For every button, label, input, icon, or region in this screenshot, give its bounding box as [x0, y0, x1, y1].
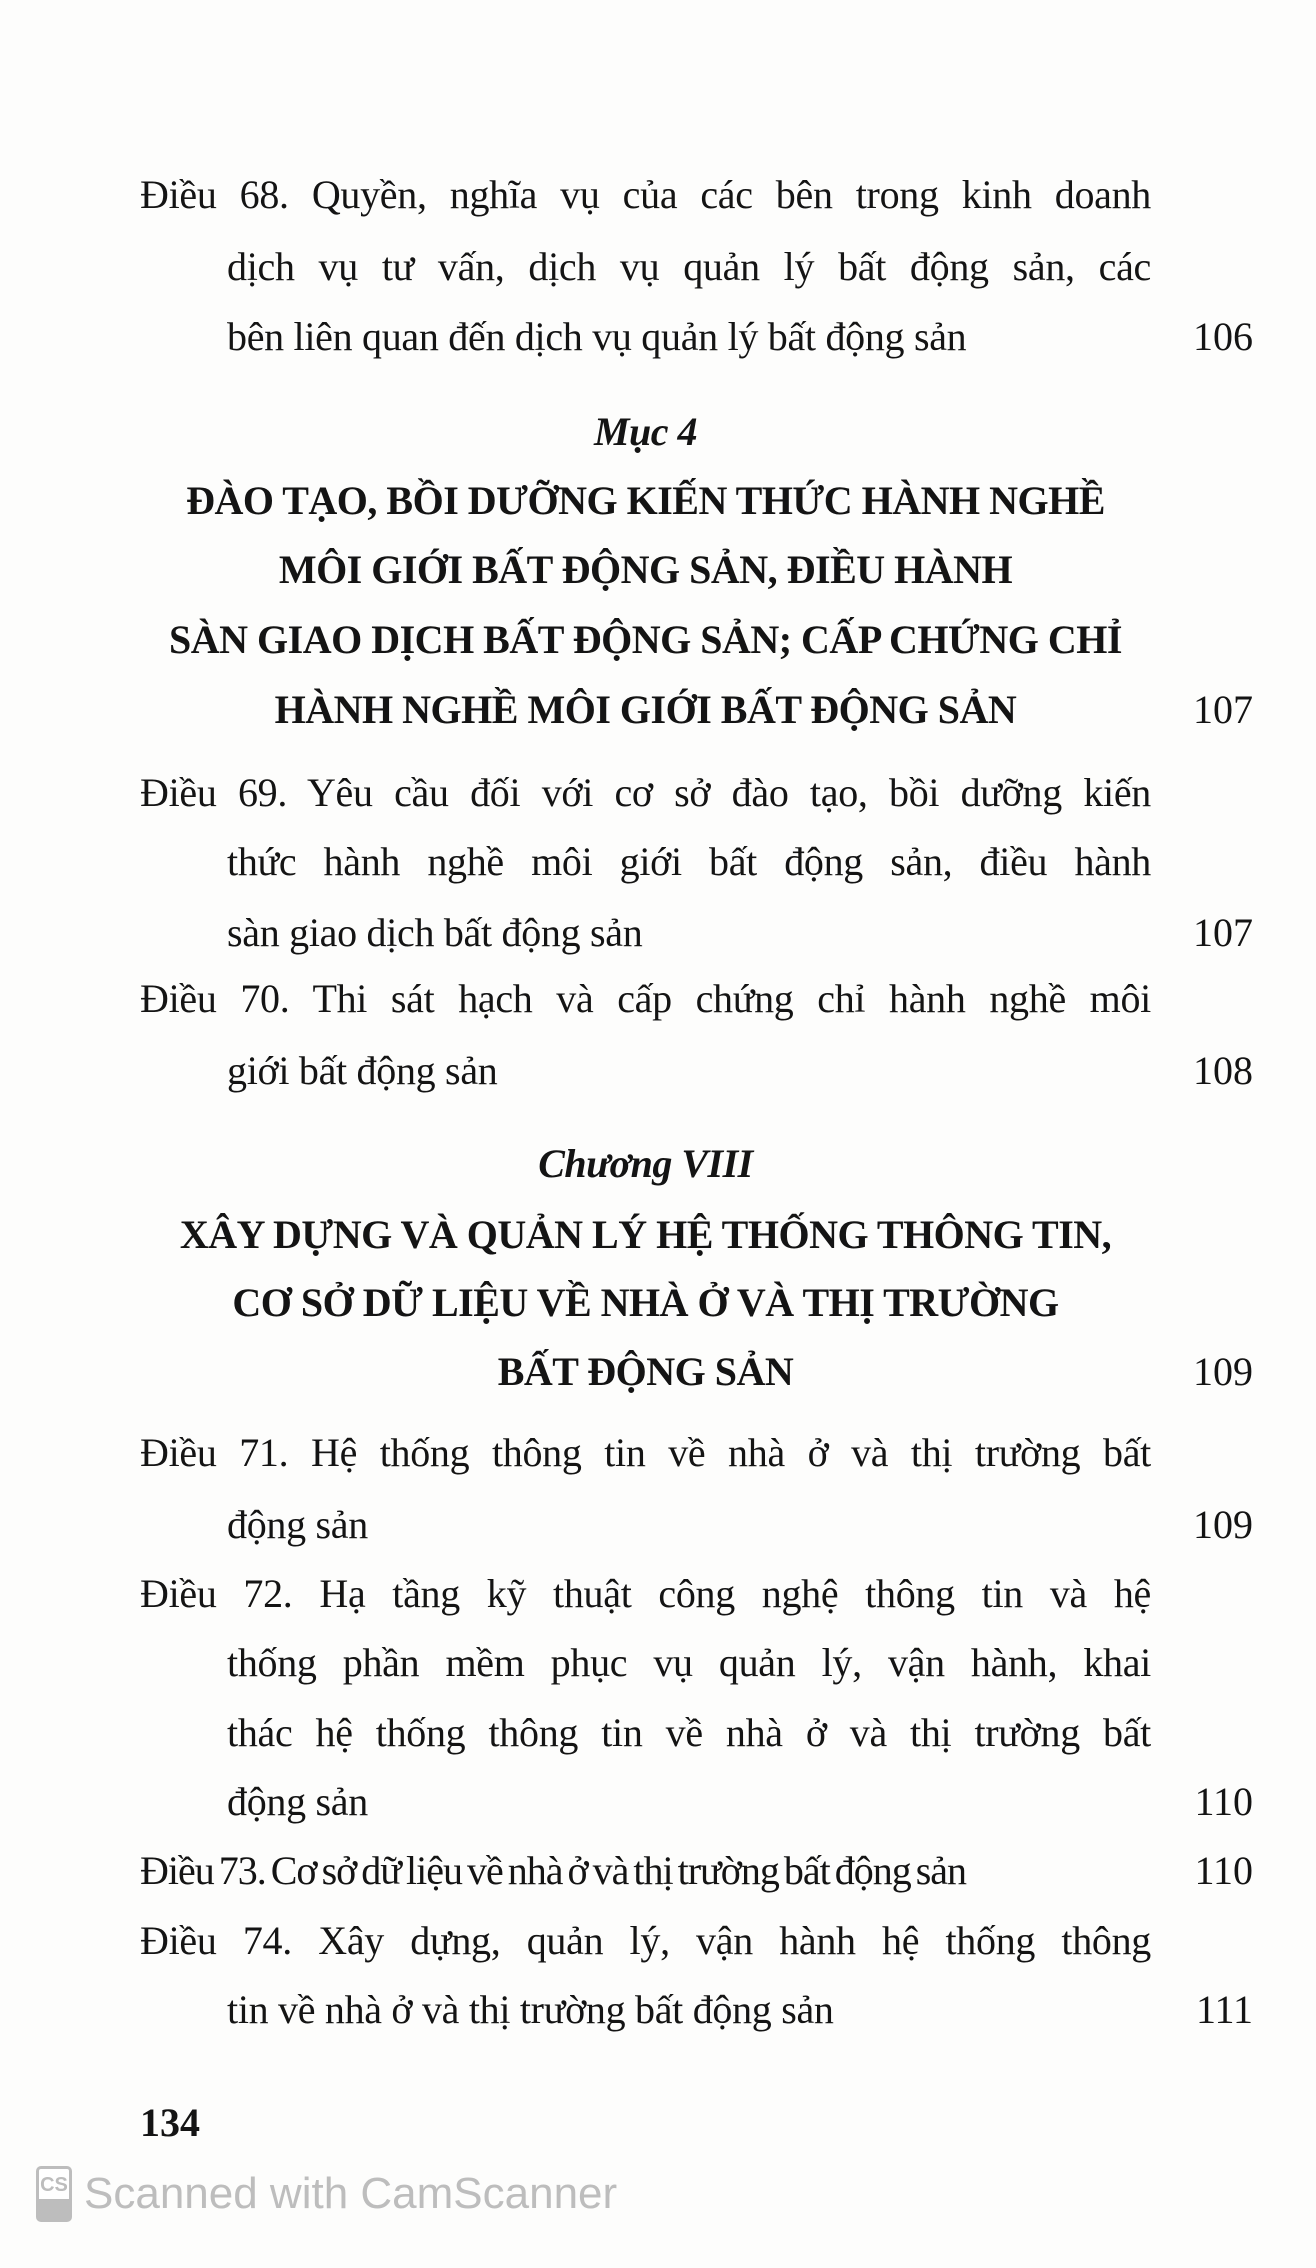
watermark-text: Scanned with CamScanner	[84, 2169, 618, 2218]
page-ref: 111	[1195, 1987, 1253, 2032]
section-title-line: HÀNH NGHỀ MÔI GIỚI BẤT ĐỘNG SẢN	[274, 687, 1017, 732]
page-ref: 107	[1193, 910, 1253, 955]
entry-line: dịch vụ tư vấn, dịch vụ quản lý bất động sản, các	[227, 244, 1151, 289]
camscanner-logo-icon: CS	[36, 2166, 72, 2222]
section-title-line: MÔI GIỚI BẤT ĐỘNG SẢN, ĐIỀU HÀNH	[278, 547, 1013, 592]
entry-line: Điều 69. Yêu cầu đối với cơ sở đào tạo, bồi dưỡng kiến	[140, 770, 1151, 815]
page-ref: 108	[1193, 1048, 1253, 1093]
chapter-title-line: XÂY DỰNG VÀ QUẢN LÝ HỆ THỐNG THÔNG TIN,	[179, 1212, 1112, 1257]
page-ref: 110	[1194, 1848, 1253, 1893]
entry-line: thác hệ thống thông tin về nhà ở và thị trường bất	[227, 1710, 1151, 1755]
entry-line: bên liên quan đến dịch vụ quản lý bất động sản	[227, 314, 967, 359]
page-ref: 106	[1193, 314, 1253, 359]
entry-line: thống phần mềm phục vụ quản lý, vận hành, khai	[227, 1640, 1151, 1685]
entry-line: Điều 72. Hạ tầng kỹ thuật công nghệ thông tin và hệ	[140, 1571, 1151, 1616]
page-ref: 109	[1193, 1349, 1253, 1394]
entry-line: tin về nhà ở và thị trường bất động sản	[227, 1987, 834, 2032]
page-ref: 110	[1194, 1779, 1253, 1824]
chapter-title-line: BẤT ĐỘNG SẢN	[497, 1349, 794, 1394]
section-label: Mục 4	[593, 409, 698, 454]
entry-line: Điều 68. Quyền, nghĩa vụ của các bên trong kinh doanh	[140, 172, 1151, 217]
chapter-title-line: CƠ SỞ DỮ LIỆU VỀ NHÀ Ở VÀ THỊ TRƯỜNG	[232, 1280, 1059, 1325]
page-ref: 109	[1193, 1502, 1253, 1547]
entry-line: Điều 70. Thi sát hạch và cấp chứng chỉ hành nghề môi	[140, 976, 1151, 1021]
entry-line: giới bất động sản	[227, 1048, 498, 1093]
entry-line: Điều 74. Xây dựng, quản lý, vận hành hệ thống thông	[140, 1918, 1151, 1963]
camscanner-watermark	[36, 2166, 617, 2222]
chapter-label: Chương VIII	[538, 1141, 753, 1186]
page-number: 134	[140, 2100, 200, 2145]
entry-line: sàn giao dịch bất động sản	[227, 910, 643, 955]
section-title-line: ĐÀO TẠO, BỒI DƯỠNG KIẾN THỨC HÀNH NGHỀ	[186, 478, 1105, 523]
page-ref: 107	[1193, 687, 1253, 732]
entry-line: thức hành nghề môi giới bất động sản, điều hành	[227, 839, 1151, 884]
entry-line: Điều 73. Cơ sở dữ liệu về nhà ở và thị trường bất động sản	[140, 1848, 967, 1893]
entry-line: động sản	[227, 1779, 368, 1824]
section-title-line: SÀN GIAO DỊCH BẤT ĐỘNG SẢN; CẤP CHỨNG CHỈ	[169, 617, 1122, 662]
entry-line: động sản	[227, 1502, 368, 1547]
entry-line: Điều 71. Hệ thống thông tin về nhà ở và thị trường bất	[140, 1430, 1151, 1475]
